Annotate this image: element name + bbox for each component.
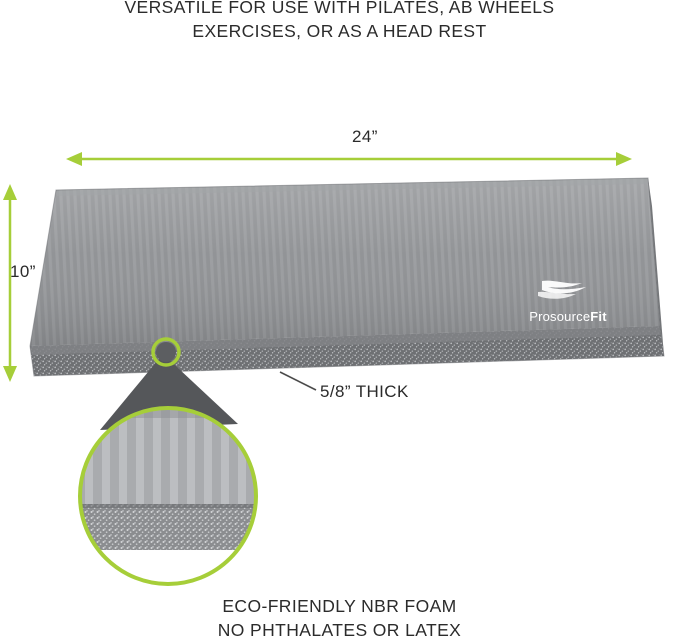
footer-line-2: NO PHTHALATES OR LATEX [217,620,462,640]
height-dimension-arrow [3,184,17,382]
thickness-dimension-label: 5/8” THICK [320,382,409,401]
callout-origin-fill [156,342,176,362]
height-dimension-label: 10” [10,262,36,281]
callout-ribbed-surface [72,408,272,504]
mat-top-shading [30,178,660,346]
width-dimension-label: 24” [352,127,378,146]
callout-magnifier [72,408,272,590]
brand-name-part2: Fit [590,309,607,324]
exercise-mat [30,178,664,376]
callout-foam-seam [72,504,272,508]
header-line-2: EXERCISES, OR AS A HEAD REST [192,21,487,41]
width-dimension-arrow [66,152,632,166]
brand-name-part1: Prosource [529,309,591,324]
thickness-leader-line [280,372,316,390]
header-line-1: VERSATILE FOR USE WITH PILATES, AB WHEELS [124,0,555,17]
footer-line-1: ECO-FRIENDLY NBR FOAM [222,596,457,616]
